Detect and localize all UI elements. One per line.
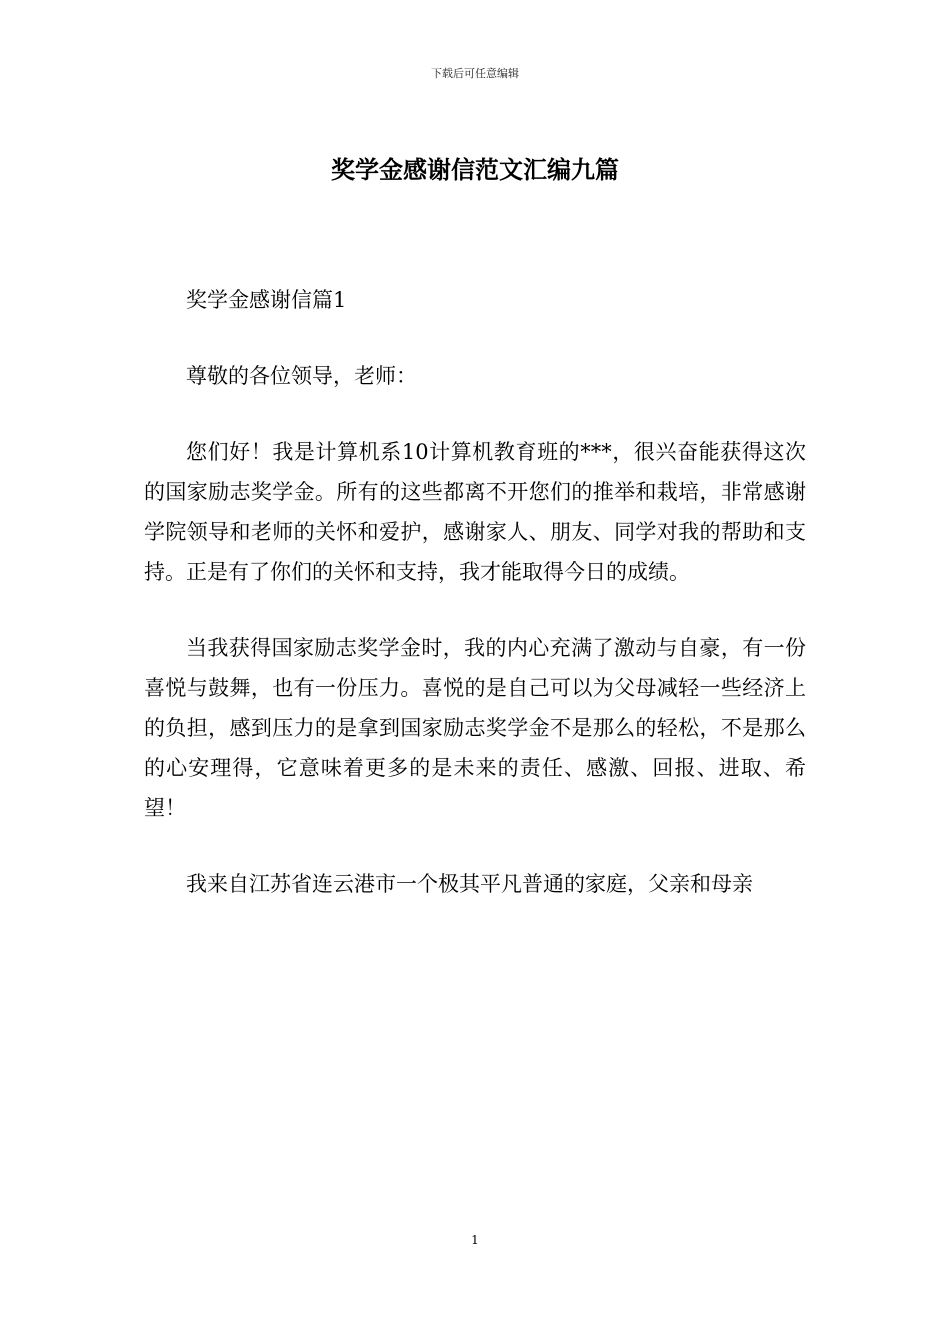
page-number: 1 — [471, 1233, 479, 1247]
body-paragraph: 当我获得国家励志奖学金时，我的内心充满了激动与自豪，有一份喜悦与鼓舞，也有一份压力。喜悦的是自己可以为父母减轻一些经济上的负担，感到压力的是拿到国家励志奖学金不是那么的轻松，不是那么的心安理得，它意味着更多的是未来的责任、感激、回报、进取、希望！ — [144, 636, 806, 820]
document-body — [144, 280, 806, 940]
header-note: 下载后可任意编辑 — [431, 67, 519, 80]
section-heading: 奖学金感谢信篇1 — [186, 288, 347, 312]
salutation: 尊敬的各位领导，老师： — [186, 364, 417, 388]
document-title: 奖学金感谢信范文汇编九篇 — [331, 155, 619, 184]
body-paragraph: 您们好！我是计算机系10计算机教育班的***，很兴奋能获得这次的国家励志奖学金。所有的这些都离不开您们的推举和栽培，非常感谢学院领导和老师的关怀和爱护，感谢家人、朋友、同学对我的帮助和支持。正是有了你们的关怀和支持，我才能取得今日的成绩。 — [144, 440, 806, 584]
body-paragraph: 我来自江苏省连云港市一个极其平凡普通的家庭，父亲和母亲 — [186, 872, 753, 896]
